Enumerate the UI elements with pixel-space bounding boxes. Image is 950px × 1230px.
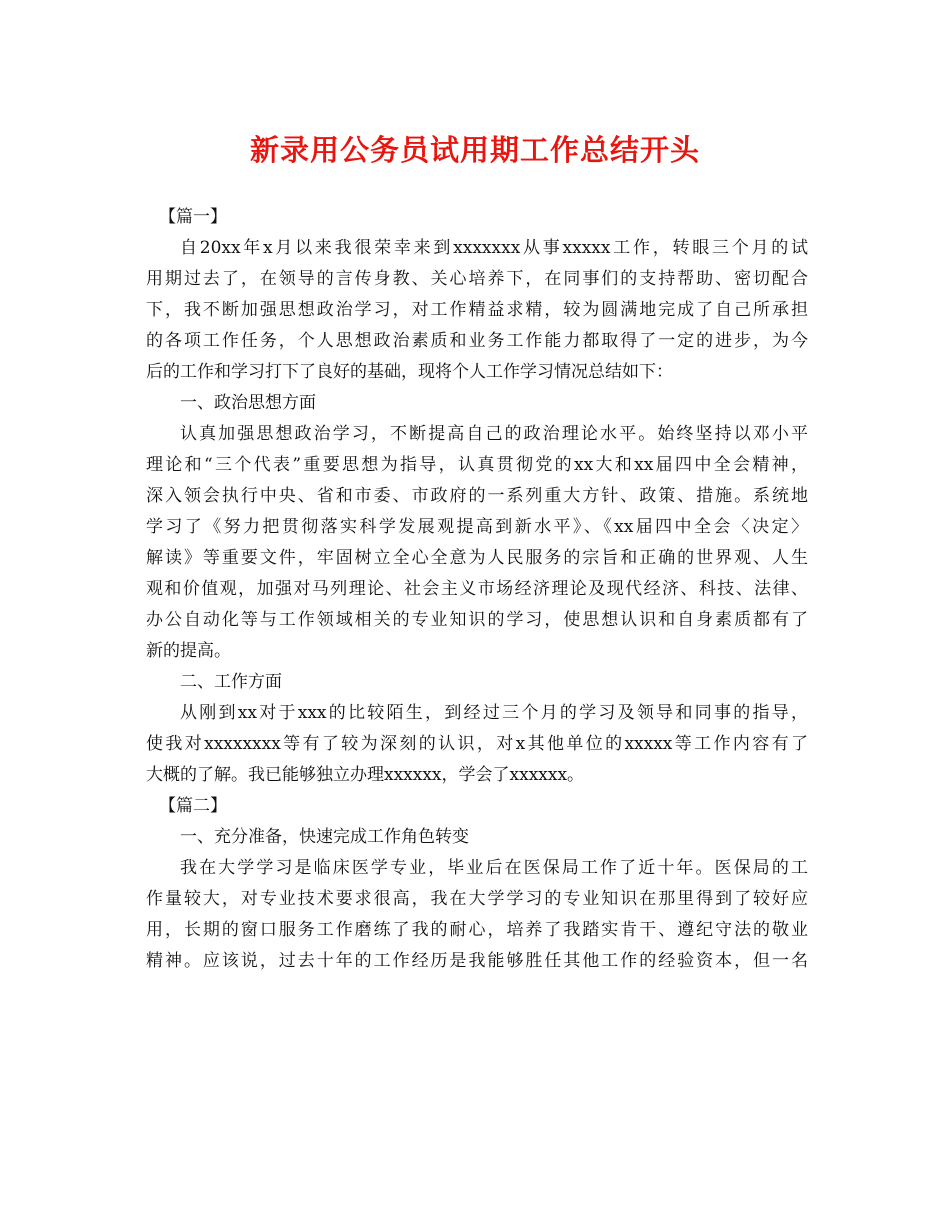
paragraph-line: 从刚到xx对于xxx的比较陌生，到经过三个月的学习及领导和同事的指导， [180,703,808,723]
paragraph-line: 我在大学学习是临床医学专业，毕业后在医保局工作了近十年。医保局的工 [180,858,808,878]
paragraph-line: 后的工作和学习打下了良好的基础，现将个人工作学习情况总结如下： [146,362,673,382]
section-tag: 【篇二】 [159,796,227,816]
section-heading: 一、政治思想方面 [180,393,316,413]
paragraph-line: 的各项工作任务，个人思想政治素质和业务工作能力都取得了一定的进步，为今 [146,331,808,351]
paragraph-line: 大概的了解。我已能够独立办理xxxxxx，学会了xxxxxx。 [146,765,585,785]
paragraph-line: 认真加强思想政治学习，不断提高自己的政治理论水平。始终坚持以邓小平 [180,424,808,444]
paragraph-line: 学习了《努力把贯彻落实科学发展观提高到新水平》、《xx届四中全会〈决定〉 [146,517,808,537]
paragraph-line: 精神。应该说，过去十年的工作经历是我能够胜任其他工作的经验资本，但一名 [146,951,808,971]
paragraph-line: 作量较大，对专业技术要求很高，我在大学学习的专业知识在那里得到了较好应 [146,889,808,909]
paragraph-line: 自20xx年x月以来我很荣幸来到xxxxxxx从事xxxxx工作，转眼三个月的试 [180,238,808,258]
section-heading: 二、工作方面 [180,672,282,692]
section-tag: 【篇一】 [159,207,227,227]
paragraph-line: 理论和“三个代表”重要思想为指导，认真贯彻党的xx大和xx届四中全会精神， [146,455,808,475]
paragraph-line: 解读》等重要文件，牢固树立全心全意为人民服务的宗旨和正确的世界观、人生 [146,548,808,568]
paragraph-line: 新的提高。 [146,641,231,661]
paragraph-line: 用期过去了，在领导的言传身教、关心培养下，在同事们的支持帮助、密切配合 [146,269,808,289]
paragraph-line: 观和价值观，加强对马列理论、社会主义市场经济理论及现代经济、科技、法律、 [146,579,808,599]
paragraph-line: 使我对xxxxxxxx等有了较为深刻的认识，对x其他单位的xxxxx等工作内容有了 [146,734,808,754]
paragraph-line: 办公自动化等与工作领域相关的专业知识的学习，使思想认识和自身素质都有了 [146,610,808,630]
section-heading: 一、充分准备，快速完成工作角色转变 [180,827,469,847]
paragraph-line: 下，我不断加强思想政治学习，对工作精益求精，较为圆满地完成了自己所承担 [146,300,808,320]
paragraph-line: 用，长期的窗口服务工作磨练了我的耐心，培养了我踏实肯干、遵纪守法的敬业 [146,920,808,940]
paragraph-line: 深入领会执行中央、省和市委、市政府的一系列重大方针、政策、措施。系统地 [146,486,808,506]
document-body [146,202,808,977]
document-title: 新录用公务员试用期工作总结开头 [249,133,700,167]
